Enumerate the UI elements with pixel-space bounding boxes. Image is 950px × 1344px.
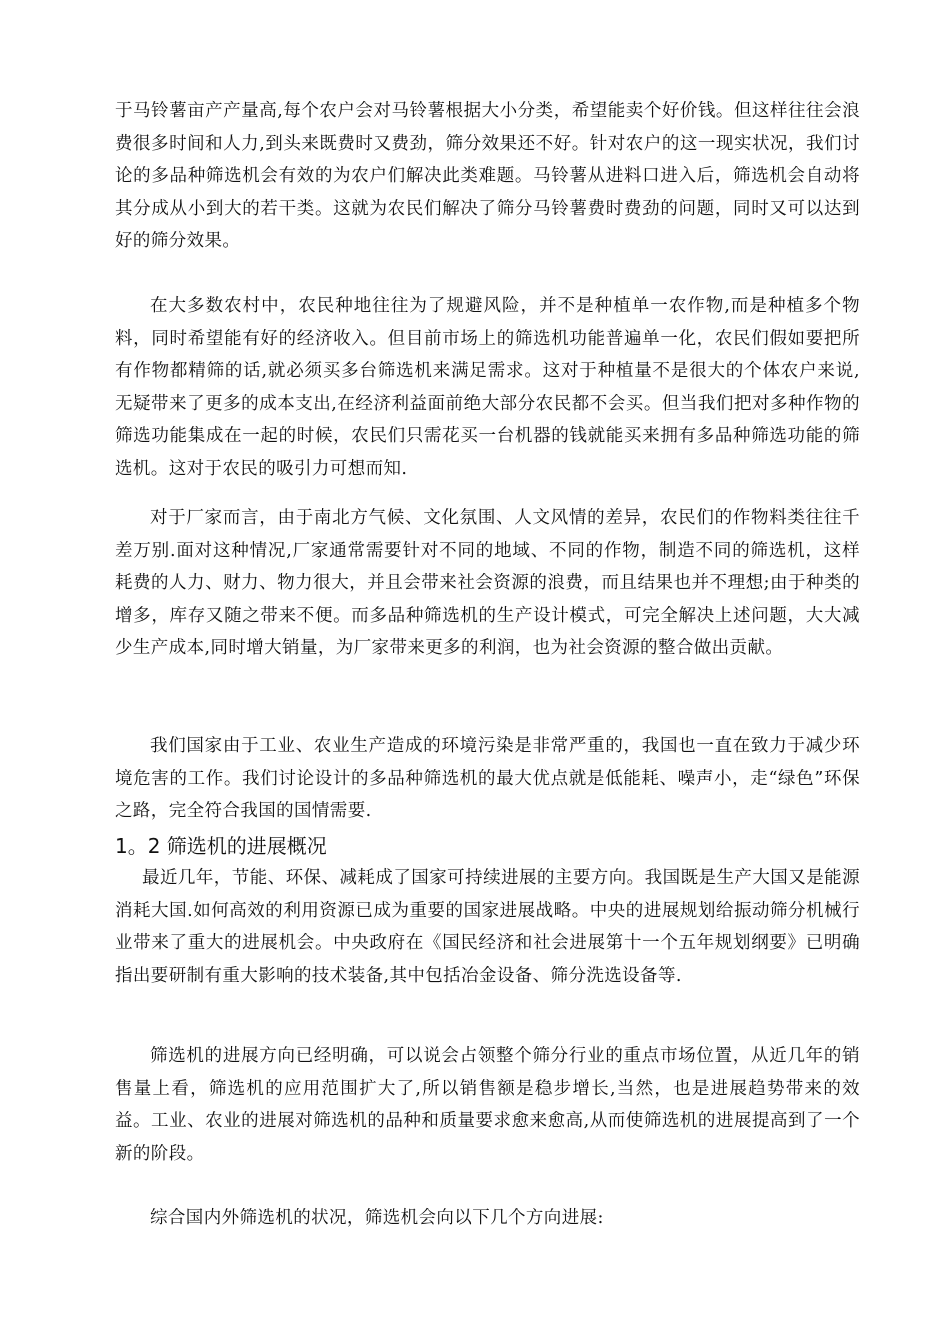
paragraph-2: 在大多数农村中，农民种地往往为了规避风险，并不是种植单一农作物,而是种植多个物料，同时希望能有好的经济收入。但目前市场上的筛选机功能普遍单一化，农民们假如要把所有作物都精筛的话,就必须买多台筛选机来满足需求。这对于种植量不是很大的个体农户来说,无疑带来了更多的成本支出,在经济利益面前绝大部分农民都不会买。但当我们把对多种作物的筛选功能集成在一起的时候，农民们只需花买一台机器的钱就能买来拥有多品种筛选功能的筛选机。这对于农民的吸引力可想而知.	[115, 296, 860, 479]
paragraph-4: 我们国家由于工业、农业生产造成的环境污染是非常严重的，我国也一直在致力于减少环境危害的工作。我们讨论设计的多品种筛选机的最大优点就是低能耗、噪声小，走“绿色”环保之路，完全符合我国的国情需要.	[115, 736, 860, 821]
paragraph-1: 于马铃薯亩产产量高,每个农户会对马铃薯根据大小分类，希望能卖个好价钱。但这样往往会浪费很多时间和人力,到头来既费时又费劲，筛分效果还不好。针对农户的这一现实状况，我们讨论的多品种筛选机会有效的为农户们解决此类难题。马铃薯从进料口进入后，筛选机会自动将其分成从小到大的若干类。这就为农民们解决了筛分马铃薯费时费劲的问题，同时又可以达到好的筛分效果。	[115, 101, 860, 251]
section-heading: 1。2 筛选机的进展概况	[115, 834, 327, 858]
paragraph-3: 对于厂家而言，由于南北方气候、文化氛围、人文风情的差异，农民们的作物料类往往千差万别.面对这种情况,厂家通常需要针对不同的地域、不同的作物，制造不同的筛选机，这样耗费的人力、财力、物力很大，并且会带来社会资源的浪费，而且结果也并不理想;由于种类的增多，库存又随之带来不便。而多品种筛选机的生产设计模式，可完全解决上述问题，大大减少生产成本,同时增大销量，为厂家带来更多的利润，也为社会资源的整合做出贡献。	[115, 508, 860, 658]
section-paragraph-1: 最近几年，节能、环保、减耗成了国家可持续进展的主要方向。我国既是生产大国又是能源消耗大国.如何高效的利用资源已成为重要的国家进展战略。中央的进展规划给振动筛分机械行业带来了重大的进展机会。中央政府在《国民经济和社会进展第十一个五年规划纲要》已明确指出要研制有重大影响的技术装备,其中包括冶金设备、筛分洗选设备等.	[115, 868, 860, 986]
section-paragraph-2: 筛选机的进展方向已经明确，可以说会占领整个筛分行业的重点市场位置，从近几年的销售量上看，筛选机的应用范围扩大了,所以销售额是稳步增长,当然，也是进展趋势带来的效益。工业、农业的进展对筛选机的品种和质量要求愈来愈高,从而使筛选机的进展提高到了一个新的阶段。	[115, 1046, 860, 1164]
section-paragraph-3: 综合国内外筛选机的状况，筛选机会向以下几个方向进展:	[150, 1208, 604, 1228]
